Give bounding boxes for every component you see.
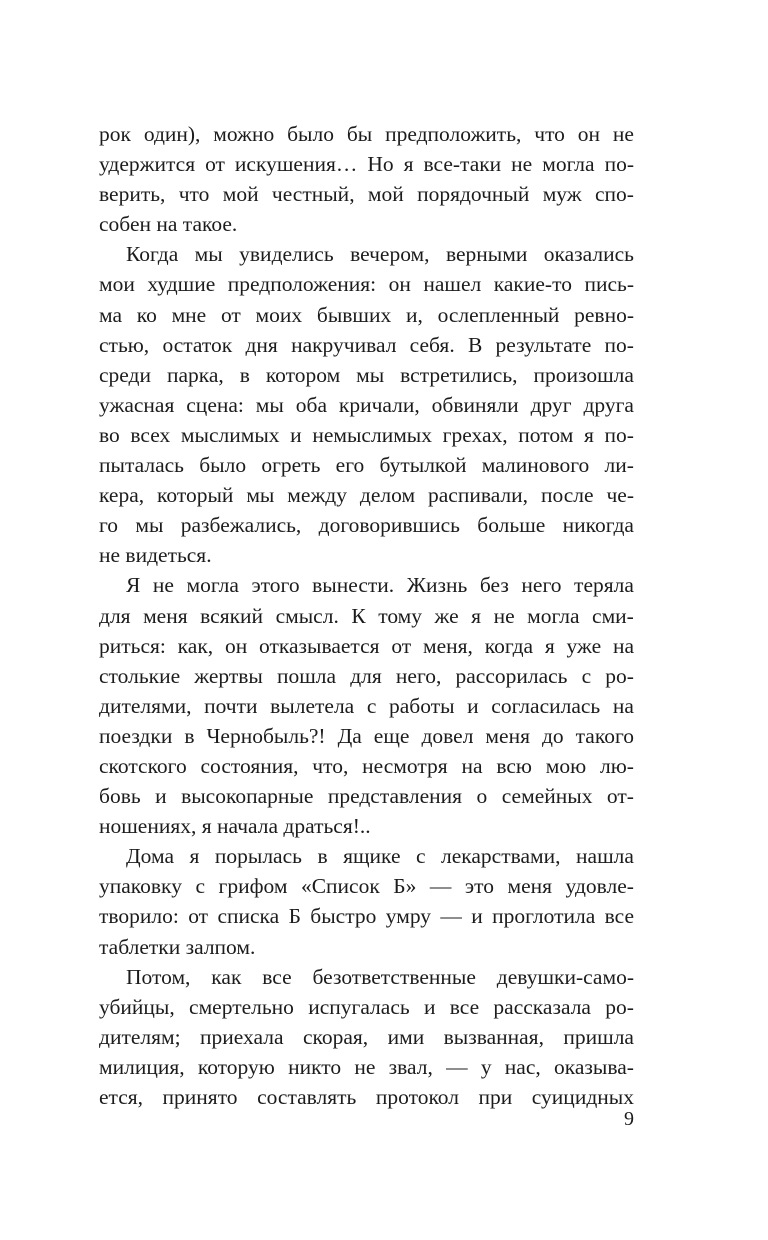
word: от-: [606, 784, 634, 809]
word: он: [388, 272, 411, 297]
word: у: [480, 1054, 492, 1079]
word: произошла: [533, 362, 634, 387]
text-line: [99, 330, 634, 360]
word: Потом,: [126, 964, 191, 989]
text-line: [99, 149, 634, 179]
word: лю-: [599, 753, 634, 778]
word: предположить,: [385, 122, 522, 146]
word: о: [476, 784, 488, 809]
word: семейных: [501, 784, 593, 809]
word: рок: [99, 122, 131, 146]
word: удовле-: [565, 874, 634, 899]
word: он: [224, 633, 248, 658]
word: никогда: [562, 513, 634, 538]
word: дителям;: [99, 1024, 181, 1049]
text-line: [99, 480, 634, 510]
word: сцена:: [186, 392, 244, 417]
word: меня,: [423, 633, 473, 658]
word: что: [178, 182, 210, 207]
word: на: [612, 693, 634, 718]
word: распивали,: [427, 483, 529, 508]
word: и,: [405, 302, 423, 327]
word: него: [521, 573, 562, 598]
word: этого: [251, 573, 300, 598]
text-line: [99, 721, 634, 751]
text-line: [99, 962, 634, 992]
word: пошла: [276, 663, 337, 688]
word: честный,: [271, 182, 355, 207]
word: не: [511, 152, 533, 177]
word: ма: [99, 302, 123, 327]
word: испугалась: [308, 994, 410, 1019]
word: нашел: [423, 272, 482, 297]
word: нашла: [576, 844, 634, 869]
word: его: [335, 453, 365, 478]
word: пыталась: [99, 453, 184, 478]
word: рассказала: [493, 994, 591, 1019]
word: В: [467, 332, 483, 357]
word: смысл.: [275, 603, 339, 628]
word: между: [287, 483, 347, 508]
word: Дома: [126, 844, 175, 869]
word: проглотила: [492, 904, 596, 929]
word: который: [157, 483, 234, 508]
word: не: [152, 573, 174, 598]
word: дителями,: [99, 693, 192, 718]
word: творило:: [99, 904, 179, 929]
word: один),: [143, 122, 201, 146]
word: немыслимых: [312, 422, 433, 447]
word: списка: [217, 904, 280, 929]
word: «Список: [300, 874, 380, 899]
page-text-block: [99, 119, 634, 1112]
word: отказывается: [259, 633, 380, 658]
word: больше: [477, 513, 546, 538]
word: себя.: [409, 332, 455, 357]
word: —: [429, 874, 452, 899]
word: довел: [421, 723, 474, 748]
word: поездки: [99, 723, 173, 748]
word: как: [211, 964, 242, 989]
word: бы: [346, 122, 373, 146]
word: которую: [197, 1054, 275, 1079]
word: какие-то: [493, 272, 572, 297]
word: протокол: [375, 1085, 459, 1109]
word: всех: [130, 422, 171, 447]
word: скотского: [99, 753, 187, 778]
word: как,: [177, 633, 214, 658]
word: потом: [518, 422, 574, 447]
text-line: [99, 901, 634, 931]
word: для: [99, 603, 131, 628]
text-line: [99, 751, 634, 781]
word: бовь: [99, 784, 141, 809]
word: вызванная,: [443, 1024, 544, 1049]
word: почти: [204, 693, 258, 718]
word: делом: [359, 483, 416, 508]
word: не: [354, 1054, 376, 1079]
word: безответственные: [312, 964, 476, 989]
word: при: [478, 1085, 513, 1109]
word: —: [446, 1054, 468, 1079]
word: с: [581, 663, 592, 688]
word: по-: [604, 422, 634, 447]
word: я: [544, 633, 555, 658]
word: приехала: [200, 1024, 284, 1049]
word: че-: [606, 483, 634, 508]
word: скорая,: [302, 1024, 369, 1049]
word: ется,: [99, 1085, 144, 1109]
word: же: [434, 603, 459, 628]
word: дня: [245, 332, 278, 357]
text-line: [99, 781, 634, 811]
word: упаковку: [99, 874, 182, 899]
word: от: [391, 633, 412, 658]
text-line: [99, 1022, 634, 1052]
word: я: [583, 422, 594, 447]
word: встретились,: [400, 362, 518, 387]
text-line: [99, 269, 634, 299]
word: такого: [575, 723, 634, 748]
word: Когда: [126, 242, 179, 267]
word: мы: [246, 483, 275, 508]
word: когда: [484, 633, 534, 658]
word: до: [541, 723, 564, 748]
text-line: ношениях, я начала драться!..: [99, 814, 371, 839]
word: порылась: [214, 844, 302, 869]
word: что: [534, 122, 565, 146]
text-line: [99, 661, 634, 691]
text-line: [99, 601, 634, 631]
word: Жизнь: [406, 573, 468, 598]
word: это: [464, 874, 494, 899]
word: Б»: [393, 874, 417, 899]
word: я: [471, 603, 482, 628]
word: К: [351, 603, 366, 628]
word: несмотря: [362, 753, 448, 778]
word: предположения:: [227, 272, 377, 297]
word: верными: [445, 242, 528, 267]
word: с: [195, 874, 205, 899]
word: котором: [265, 362, 341, 387]
word: нас,: [504, 1054, 541, 1079]
word: с: [415, 844, 426, 869]
word: малинового: [481, 453, 590, 478]
word: худшие: [147, 272, 216, 297]
word: искушения…: [234, 152, 358, 177]
word: пись-: [584, 272, 634, 297]
word: вынести.: [312, 573, 395, 598]
word: вылетела: [270, 693, 355, 718]
word: ящике: [343, 844, 401, 869]
word: бывших: [316, 302, 392, 327]
word: ро-: [605, 663, 634, 688]
text-line: [99, 390, 634, 420]
word: никто: [288, 1054, 342, 1079]
text-line: [99, 570, 634, 600]
word: работы: [389, 693, 455, 718]
word: —: [440, 904, 462, 929]
word: грехах,: [442, 422, 508, 447]
word: представления: [327, 784, 463, 809]
word: высокопарные: [181, 784, 314, 809]
word: друга: [583, 392, 634, 417]
word: Но: [367, 152, 394, 177]
word: и: [471, 904, 483, 929]
word: удержится: [99, 152, 196, 177]
text-line: [99, 992, 634, 1022]
word: мой: [222, 182, 259, 207]
word: Б: [288, 904, 301, 929]
word: и: [467, 693, 479, 718]
word: девушки-само-: [496, 964, 634, 989]
word: звал,: [388, 1054, 433, 1079]
word: ревно-: [574, 302, 634, 327]
word: меня: [507, 874, 553, 899]
word: бутылкой: [379, 453, 467, 478]
word: обвиняли: [431, 392, 519, 417]
word: после: [540, 483, 594, 508]
word: увиделись: [239, 242, 334, 267]
word: в: [184, 723, 195, 748]
word: было: [199, 453, 247, 478]
text-line: [99, 300, 634, 330]
word: мы: [194, 242, 223, 267]
word: остаток: [162, 332, 233, 357]
word: мы: [356, 362, 385, 387]
word: го: [99, 513, 119, 538]
word: с: [366, 693, 377, 718]
word: мою: [545, 753, 587, 778]
word: лекарствами,: [441, 844, 561, 869]
word: не: [612, 122, 634, 146]
text-line: [99, 691, 634, 721]
word: все: [449, 994, 480, 1019]
word: в: [239, 362, 250, 387]
word: результате: [495, 332, 592, 357]
word: все: [604, 904, 634, 929]
word: от: [220, 302, 241, 327]
text-line: [99, 871, 634, 901]
word: мне: [171, 302, 207, 327]
word: убийцы,: [99, 994, 175, 1019]
text-line: [99, 841, 634, 871]
word: моих: [255, 302, 303, 327]
word: жертвы: [194, 663, 263, 688]
word: принято: [162, 1085, 238, 1109]
word: ро-: [605, 994, 634, 1019]
word: не: [493, 603, 515, 628]
word: всю: [496, 753, 532, 778]
word: ужасная: [99, 392, 175, 417]
word: по-: [604, 332, 634, 357]
word: накручивал: [291, 332, 397, 357]
word: еще: [373, 723, 410, 748]
word: от: [188, 904, 209, 929]
text-line: [99, 179, 634, 209]
word: меня: [485, 723, 530, 748]
word: среди: [99, 362, 151, 387]
text-line: [99, 450, 634, 480]
word: мыслимых: [180, 422, 280, 447]
word: согласилась: [491, 693, 601, 718]
word: на: [612, 633, 634, 658]
text-line: не видеться.: [99, 543, 212, 568]
word: составлять: [257, 1085, 357, 1109]
word: ко: [136, 302, 157, 327]
word: риться:: [99, 633, 166, 658]
word: кричали,: [338, 392, 420, 417]
word: ими: [387, 1024, 425, 1049]
word: я: [403, 152, 414, 177]
word: стью,: [99, 332, 150, 357]
word: договорившись: [318, 513, 460, 538]
text-line: таблетки залпом.: [99, 934, 256, 959]
word: верить,: [99, 182, 166, 207]
word: теряла: [574, 573, 634, 598]
word: без: [479, 573, 509, 598]
word: спо-: [594, 182, 634, 207]
word: муж: [542, 182, 582, 207]
word: оказыва-: [554, 1054, 634, 1079]
word: грифом: [218, 874, 288, 899]
text-line: собен на такое.: [99, 212, 238, 237]
text-line: [99, 119, 634, 149]
word: от: [205, 152, 225, 177]
word: ли-: [604, 453, 634, 478]
text-line: [99, 631, 634, 661]
word: для: [350, 663, 382, 688]
word: что,: [312, 753, 349, 778]
text-line: [99, 239, 634, 269]
word: мы: [135, 513, 164, 538]
page-number: 9: [624, 1108, 634, 1130]
word: парка,: [166, 362, 224, 387]
text-line: [99, 360, 634, 390]
word: сми-: [592, 603, 634, 628]
word: оба: [295, 392, 327, 417]
word: разбежались,: [180, 513, 302, 538]
word: мы: [255, 392, 284, 417]
word: него,: [395, 663, 442, 688]
word: он: [577, 122, 601, 146]
word: Я: [126, 573, 141, 598]
word: ослепленный: [437, 302, 560, 327]
word: во: [99, 422, 120, 447]
word: состояния,: [200, 753, 299, 778]
word: уже: [566, 633, 602, 658]
word: оказались: [543, 242, 634, 267]
word: было: [287, 122, 334, 146]
word: можно: [213, 122, 275, 146]
word: могла: [186, 573, 239, 598]
word: всякий: [200, 603, 264, 628]
word: все-таки: [423, 152, 502, 177]
word: друг: [530, 392, 572, 417]
word: тому: [378, 603, 423, 628]
word: милиция,: [99, 1054, 185, 1079]
word: Да: [337, 723, 362, 748]
word: кера,: [99, 483, 145, 508]
word: все: [262, 964, 292, 989]
word: меня: [143, 603, 188, 628]
word: на: [461, 753, 483, 778]
word: в: [317, 844, 328, 869]
word: быстро: [310, 904, 377, 929]
word: столькие: [99, 663, 181, 688]
word: и: [155, 784, 167, 809]
word: по-: [604, 152, 634, 177]
word: и: [290, 422, 302, 447]
word: я: [189, 844, 200, 869]
word: вечером,: [350, 242, 430, 267]
word: огреть: [261, 453, 321, 478]
word: рассорилась: [455, 663, 568, 688]
text-line: [99, 510, 634, 540]
word: мои: [99, 272, 135, 297]
word: суицидных: [531, 1085, 634, 1109]
text-line: [99, 1052, 634, 1082]
word: могла: [527, 603, 580, 628]
word: Чернобыль?!: [206, 723, 326, 748]
word: мой: [367, 182, 404, 207]
word: и: [423, 994, 436, 1019]
word: пришла: [563, 1024, 634, 1049]
text-line: [99, 420, 634, 450]
word: смертельно: [189, 994, 294, 1019]
word: порядочный: [417, 182, 530, 207]
word: умру: [385, 904, 432, 929]
word: могла: [542, 152, 595, 177]
